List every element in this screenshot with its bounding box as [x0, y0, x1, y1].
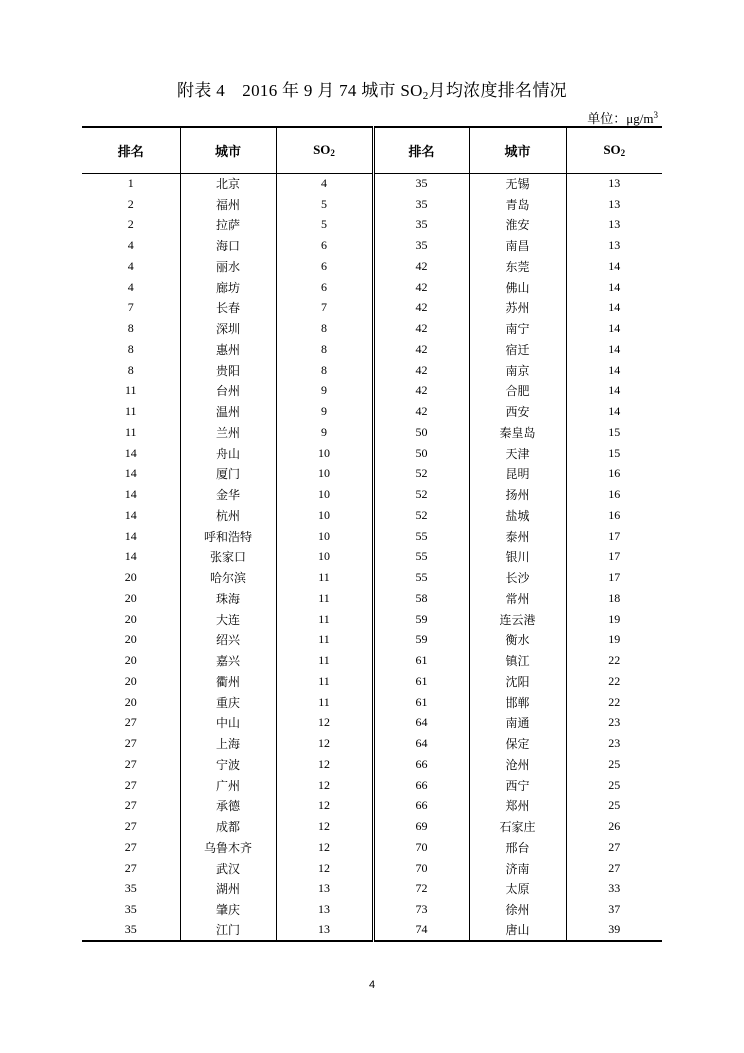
title-subscript: 2 — [422, 90, 429, 102]
so2-cell: 17 — [566, 547, 662, 568]
city-cell: 广州 — [180, 775, 276, 796]
so2-cell: 11 — [276, 692, 373, 713]
table-row — [82, 298, 662, 319]
city-cell: 深圳 — [180, 318, 276, 339]
rank-cell: 55 — [373, 547, 469, 568]
city-cell: 丽水 — [180, 256, 276, 277]
so2-cell: 10 — [276, 526, 373, 547]
table-row — [82, 401, 662, 422]
rank-cell: 20 — [124, 653, 137, 668]
city-cell: 郑州 — [469, 796, 566, 817]
table-row — [82, 526, 662, 547]
rank-cell: 14 — [124, 445, 137, 460]
table-row — [82, 256, 662, 277]
header-city-left: 城市 — [180, 127, 276, 173]
table-row — [82, 360, 662, 381]
rank-cell: 8 — [127, 321, 134, 336]
title-suffix: 月均浓度排名情况 — [428, 81, 567, 100]
city-cell: 南京 — [469, 360, 566, 381]
so2-cell: 9 — [276, 381, 373, 402]
rank-cell: 42 — [373, 277, 469, 298]
rank-cell: 66 — [373, 775, 469, 796]
so2-cell: 11 — [276, 630, 373, 651]
city-cell: 惠州 — [180, 339, 276, 360]
so2-cell: 8 — [276, 318, 373, 339]
table-row — [82, 754, 662, 775]
rank-cell: 4 — [127, 238, 134, 253]
unit-label — [587, 108, 658, 127]
so2-cell: 11 — [276, 671, 373, 692]
so2-cell: 22 — [566, 671, 662, 692]
ranking-table — [82, 126, 662, 942]
table-row — [82, 464, 662, 485]
city-cell: 兰州 — [180, 422, 276, 443]
city-cell: 乌鲁木齐 — [180, 837, 276, 858]
city-cell: 衢州 — [180, 671, 276, 692]
table-row — [82, 484, 662, 505]
rank-cell: 42 — [373, 339, 469, 360]
city-cell: 海口 — [180, 235, 276, 256]
city-cell: 沧州 — [469, 754, 566, 775]
table-row — [82, 588, 662, 609]
rank-cell: 11 — [124, 404, 137, 419]
rank-cell: 14 — [124, 466, 137, 481]
so2-cell: 8 — [276, 360, 373, 381]
table-row — [82, 630, 662, 651]
so2-cell: 11 — [276, 588, 373, 609]
header-so2-main: SO — [603, 142, 621, 158]
city-cell: 大连 — [180, 609, 276, 630]
so2-cell: 37 — [566, 899, 662, 920]
city-cell: 温州 — [180, 401, 276, 422]
city-cell: 长沙 — [469, 567, 566, 588]
rank-cell: 74 — [373, 920, 469, 941]
so2-cell: 14 — [566, 381, 662, 402]
rank-cell: 14 — [124, 549, 137, 564]
so2-cell: 13 — [276, 899, 373, 920]
city-cell: 宿迁 — [469, 339, 566, 360]
so2-cell: 14 — [566, 298, 662, 319]
rank-cell: 14 — [124, 528, 137, 543]
table-row — [82, 173, 662, 194]
table-row — [82, 609, 662, 630]
rank-cell: 20 — [124, 611, 137, 626]
city-cell: 佛山 — [469, 277, 566, 298]
so2-cell: 18 — [566, 588, 662, 609]
city-cell: 肇庆 — [180, 899, 276, 920]
rank-cell: 61 — [373, 671, 469, 692]
table-row — [82, 318, 662, 339]
so2-cell: 5 — [276, 215, 373, 236]
so2-cell: 25 — [566, 775, 662, 796]
page-number: 4 — [368, 979, 376, 991]
rank-cell: 27 — [124, 798, 137, 813]
table-row — [82, 920, 662, 941]
so2-cell: 10 — [276, 505, 373, 526]
so2-cell: 39 — [566, 920, 662, 941]
so2-cell: 22 — [566, 650, 662, 671]
so2-cell: 13 — [566, 235, 662, 256]
so2-cell: 6 — [276, 256, 373, 277]
city-cell: 合肥 — [469, 381, 566, 402]
table-row — [82, 339, 662, 360]
so2-cell: 16 — [566, 484, 662, 505]
city-cell: 泰州 — [469, 526, 566, 547]
city-cell: 常州 — [469, 588, 566, 609]
city-cell: 廊坊 — [180, 277, 276, 298]
table-row — [82, 837, 662, 858]
city-cell: 拉萨 — [180, 215, 276, 236]
city-cell: 重庆 — [180, 692, 276, 713]
rank-cell: 8 — [127, 362, 134, 377]
so2-cell: 13 — [566, 194, 662, 215]
so2-cell: 9 — [276, 401, 373, 422]
city-cell: 淮安 — [469, 215, 566, 236]
table-row — [82, 692, 662, 713]
city-cell: 宁波 — [180, 754, 276, 775]
so2-cell: 7 — [276, 298, 373, 319]
rank-cell: 55 — [373, 526, 469, 547]
so2-cell: 23 — [566, 713, 662, 734]
city-cell: 成都 — [180, 816, 276, 837]
table-row — [82, 650, 662, 671]
city-cell: 保定 — [469, 733, 566, 754]
rank-cell: 27 — [124, 736, 137, 751]
so2-cell: 17 — [566, 567, 662, 588]
city-cell: 武汉 — [180, 858, 276, 879]
rank-cell: 66 — [373, 796, 469, 817]
rank-cell: 35 — [82, 920, 180, 941]
rank-cell: 27 — [124, 777, 137, 792]
rank-cell: 55 — [373, 567, 469, 588]
so2-cell: 12 — [276, 713, 373, 734]
rank-cell: 64 — [373, 733, 469, 754]
rank-cell: 8 — [127, 341, 134, 356]
so2-cell: 25 — [566, 796, 662, 817]
city-cell: 南宁 — [469, 318, 566, 339]
table-row — [82, 381, 662, 402]
rank-cell: 11 — [124, 424, 137, 439]
table-body — [82, 173, 662, 941]
city-cell: 昆明 — [469, 464, 566, 485]
city-cell: 无锡 — [469, 173, 566, 194]
city-cell: 中山 — [180, 713, 276, 734]
city-cell: 盐城 — [469, 505, 566, 526]
rank-cell: 72 — [373, 879, 469, 900]
city-cell: 扬州 — [469, 484, 566, 505]
so2-cell: 17 — [566, 526, 662, 547]
so2-cell: 14 — [566, 277, 662, 298]
header-so2-sub: 2 — [330, 148, 335, 159]
rank-cell: 27 — [124, 756, 137, 771]
so2-cell: 15 — [566, 422, 662, 443]
rank-cell: 20 — [124, 632, 137, 647]
so2-cell: 11 — [276, 609, 373, 630]
table-row — [82, 858, 662, 879]
city-cell: 张家口 — [180, 547, 276, 568]
rank-cell: 14 — [124, 507, 137, 522]
rank-cell: 42 — [373, 318, 469, 339]
city-cell: 济南 — [469, 858, 566, 879]
rank-cell: 2 — [127, 217, 134, 232]
city-cell: 福州 — [180, 194, 276, 215]
so2-cell: 12 — [276, 858, 373, 879]
city-cell: 秦皇岛 — [469, 422, 566, 443]
city-cell: 青岛 — [469, 194, 566, 215]
title-prefix: 附表 4 2016 年 9 月 74 城市 SO — [177, 81, 423, 100]
rank-cell: 61 — [373, 650, 469, 671]
rank-cell: 42 — [373, 256, 469, 277]
rank-cell: 42 — [373, 360, 469, 381]
city-cell: 东莞 — [469, 256, 566, 277]
so2-cell: 33 — [566, 879, 662, 900]
rank-cell: 27 — [124, 819, 137, 834]
city-cell: 石家庄 — [469, 816, 566, 837]
city-cell: 绍兴 — [180, 630, 276, 651]
so2-cell: 10 — [276, 443, 373, 464]
rank-cell: 35 — [124, 881, 137, 896]
so2-cell: 5 — [276, 194, 373, 215]
so2-cell: 16 — [566, 464, 662, 485]
table-row — [82, 505, 662, 526]
table-row — [82, 547, 662, 568]
city-cell: 呼和浩特 — [180, 526, 276, 547]
city-cell: 镇江 — [469, 650, 566, 671]
city-cell: 长春 — [180, 298, 276, 319]
page-title — [0, 76, 744, 102]
city-cell: 承德 — [180, 796, 276, 817]
header-so2-main: SO — [313, 142, 331, 158]
city-cell: 杭州 — [180, 505, 276, 526]
so2-cell: 12 — [276, 837, 373, 858]
city-cell: 西安 — [469, 401, 566, 422]
so2-cell: 14 — [566, 339, 662, 360]
so2-cell: 6 — [276, 277, 373, 298]
city-cell: 北京 — [180, 173, 276, 194]
city-cell: 贵阳 — [180, 360, 276, 381]
rank-cell: 52 — [373, 505, 469, 526]
so2-cell: 6 — [276, 235, 373, 256]
city-cell: 台州 — [180, 381, 276, 402]
rank-cell: 58 — [373, 588, 469, 609]
so2-cell: 14 — [566, 256, 662, 277]
city-cell: 沈阳 — [469, 671, 566, 692]
rank-cell: 73 — [373, 899, 469, 920]
rank-cell: 35 — [373, 194, 469, 215]
table-row — [82, 899, 662, 920]
rank-cell: 1 — [127, 176, 134, 191]
so2-cell: 13 — [566, 215, 662, 236]
header-city-right: 城市 — [469, 127, 566, 173]
city-cell: 珠海 — [180, 588, 276, 609]
rank-cell: 20 — [124, 694, 137, 709]
city-cell: 舟山 — [180, 443, 276, 464]
city-cell: 苏州 — [469, 298, 566, 319]
unit-superscript: 3 — [653, 110, 658, 120]
so2-cell: 4 — [276, 173, 373, 194]
table-row — [82, 713, 662, 734]
rank-cell: 35 — [373, 215, 469, 236]
so2-cell: 8 — [276, 339, 373, 360]
table-row — [82, 443, 662, 464]
so2-cell: 9 — [276, 422, 373, 443]
rank-cell: 59 — [373, 609, 469, 630]
so2-cell: 12 — [276, 816, 373, 837]
so2-cell: 16 — [566, 505, 662, 526]
so2-cell: 13 — [276, 879, 373, 900]
so2-cell: 14 — [566, 318, 662, 339]
rank-cell: 42 — [373, 298, 469, 319]
city-cell: 天津 — [469, 443, 566, 464]
rank-cell: 69 — [373, 816, 469, 837]
city-cell: 湖州 — [180, 879, 276, 900]
so2-cell: 13 — [566, 173, 662, 194]
city-cell: 金华 — [180, 484, 276, 505]
header-rank-right: 排名 — [373, 127, 469, 173]
rank-cell: 66 — [373, 754, 469, 775]
table-row — [82, 422, 662, 443]
rank-cell: 42 — [373, 401, 469, 422]
city-cell: 邢台 — [469, 837, 566, 858]
so2-cell: 10 — [276, 547, 373, 568]
table-row — [82, 277, 662, 298]
city-cell: 嘉兴 — [180, 650, 276, 671]
rank-cell: 35 — [373, 173, 469, 194]
rank-cell: 42 — [373, 381, 469, 402]
so2-cell: 11 — [276, 650, 373, 671]
header-so2-right — [566, 127, 662, 173]
rank-cell: 20 — [124, 590, 137, 605]
rank-cell: 2 — [127, 196, 134, 211]
city-cell: 江门 — [180, 920, 276, 941]
so2-cell: 14 — [566, 360, 662, 381]
rank-cell: 20 — [124, 673, 137, 688]
so2-cell: 10 — [276, 484, 373, 505]
rank-cell: 7 — [127, 300, 134, 315]
so2-cell: 19 — [566, 609, 662, 630]
table-row — [82, 671, 662, 692]
so2-cell: 12 — [276, 775, 373, 796]
rank-cell: 50 — [373, 422, 469, 443]
so2-cell: 12 — [276, 733, 373, 754]
header-rank-left: 排名 — [82, 127, 180, 173]
rank-cell: 64 — [373, 713, 469, 734]
city-cell: 西宁 — [469, 775, 566, 796]
so2-cell: 22 — [566, 692, 662, 713]
city-cell: 南通 — [469, 713, 566, 734]
city-cell: 上海 — [180, 733, 276, 754]
rank-cell: 61 — [373, 692, 469, 713]
so2-cell: 14 — [566, 401, 662, 422]
so2-cell: 12 — [276, 796, 373, 817]
rank-cell: 70 — [373, 858, 469, 879]
rank-cell: 4 — [127, 258, 134, 273]
so2-cell: 27 — [566, 858, 662, 879]
rank-cell: 27 — [124, 715, 137, 730]
city-cell: 南昌 — [469, 235, 566, 256]
table-row — [82, 796, 662, 817]
table-row — [82, 567, 662, 588]
table-row — [82, 215, 662, 236]
rank-cell: 27 — [124, 860, 137, 875]
rank-cell: 20 — [124, 570, 137, 585]
city-cell: 厦门 — [180, 464, 276, 485]
so2-cell: 15 — [566, 443, 662, 464]
rank-cell: 52 — [373, 464, 469, 485]
rank-cell: 35 — [124, 902, 137, 917]
so2-cell: 26 — [566, 816, 662, 837]
rank-cell: 52 — [373, 484, 469, 505]
table-row — [82, 194, 662, 215]
city-cell: 银川 — [469, 547, 566, 568]
rank-cell: 11 — [124, 383, 137, 398]
so2-cell: 13 — [276, 920, 373, 941]
city-cell: 太原 — [469, 879, 566, 900]
header-so2-sub: 2 — [620, 148, 626, 159]
table-header-row — [82, 127, 662, 173]
rank-cell: 14 — [124, 487, 137, 502]
table-row — [82, 816, 662, 837]
city-cell: 徐州 — [469, 899, 566, 920]
rank-cell: 50 — [373, 443, 469, 464]
city-cell: 唐山 — [469, 920, 566, 941]
so2-cell: 11 — [276, 567, 373, 588]
rank-cell: 59 — [373, 630, 469, 651]
so2-cell: 12 — [276, 754, 373, 775]
city-cell: 连云港 — [469, 609, 566, 630]
rank-cell: 35 — [373, 235, 469, 256]
city-cell: 衡水 — [469, 630, 566, 651]
rank-cell: 4 — [127, 279, 134, 294]
so2-cell: 10 — [276, 464, 373, 485]
table-row — [82, 733, 662, 754]
city-cell: 哈尔滨 — [180, 567, 276, 588]
so2-cell: 23 — [566, 733, 662, 754]
rank-cell: 27 — [124, 839, 137, 854]
table-row — [82, 775, 662, 796]
so2-cell: 27 — [566, 837, 662, 858]
table-row — [82, 235, 662, 256]
so2-cell: 25 — [566, 754, 662, 775]
rank-cell: 70 — [373, 837, 469, 858]
table-row — [82, 879, 662, 900]
header-so2-left — [276, 127, 373, 173]
unit-text: 单位：μg/m — [587, 111, 654, 126]
city-cell: 邯郸 — [469, 692, 566, 713]
so2-cell: 19 — [566, 630, 662, 651]
